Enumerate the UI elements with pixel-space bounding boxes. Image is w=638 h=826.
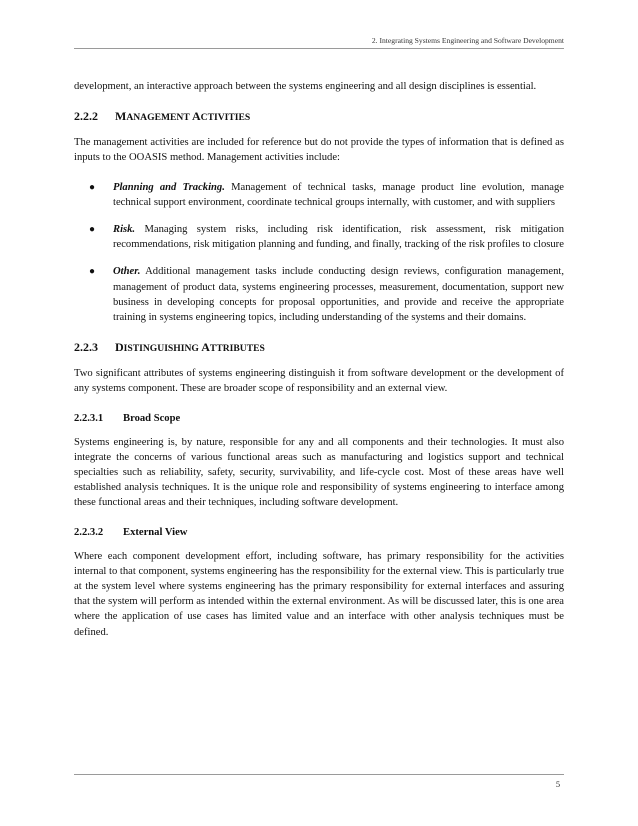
body-text [74,79,564,654]
management-intro-paragraph: The management activities are included for reference but do not provide the types of information that is defined as inputs to the OOASIS method. Management activities include: [74,137,564,164]
section-title: Broad Scope [123,412,181,424]
bullet-icon: ● [89,181,96,193]
page-number: 5 [555,780,560,789]
section-number: 2.2.3.1 [74,412,104,424]
section-title: External View [123,526,188,538]
bullet-icon: ● [89,224,96,236]
running-header: 2. Integrating Systems Engineering and Software Development [74,36,564,49]
broad-scope-paragraph: Systems engineering is, by nature, responsible for any and all components and their technologies. It must also integrate the concerns of various functional areas such as manufacturing and logistics support and technical specialties such as reliability, safety, security, survivability, and life-cycle cost. Most of these areas have well established analysis techniques. It is the unique role and responsibility of systems engineering to interface among these functional areas and their techniques, including software development. [74,436,564,509]
section-heading-2-2-2: 2.2.2 MANAGEMENT ACTIVITIES [74,109,251,124]
attributes-paragraph: Two significant attributes of systems engineering distinguish it from software development or the development of any systems component. These are broader scope of responsibility and an external view. [74,368,564,395]
section-heading-2-2-3: 2.2.3 DISTINGUISHING ATTRIBUTES [74,340,265,355]
management-activities-list [74,180,564,326]
list-item: ● Other. Additional management tasks include conducting design reviews, configuration management, management of product data, systems engineering processes, measurement, documentation, support new business in developing concepts for proposal opportunities, and provide and receive the appropriate training in systems engineering topics, including understanding of the systems and their domains. [89,266,564,324]
list-item: ● Risk. Managing system risks, including risk identification, risk assessment, risk mitigation recommendations, risk mitigation planning and funding, and finally, tracking of the risk profiles to closure [89,224,564,251]
section-number: 2.2.3.2 [74,526,104,538]
bullet-icon: ● [89,266,96,278]
external-view-paragraph: Where each component development effort, including software, has primary responsibility for the activities internal to that component, systems engineering has the responsibility for the external view. This is particularly true at the system level where systems engineering has the primary responsibility for external interfaces and assuring that the system will perform as intended within the external environment. As will be discussed later, this is one area where the application of use cases has limited value and an interface with other analysis techniques must be defined. [74,550,564,638]
section-heading-2-2-3-2 [74,525,564,540]
section-heading-2-2-3-1 [74,411,564,426]
list-item: ● Planning and Tracking. Management of technical tasks, manage product line evolution, manage technical support environment, coordinate technical groups internally, with customer, and with suppliers [89,181,565,208]
section-number: 2.2.3 [74,340,98,355]
section-number: 2.2.2 [74,109,98,124]
intro-paragraph: development, an interactive approach between the systems engineering and all design disciplines is essential. [74,81,537,92]
footer-rule [74,774,564,775]
